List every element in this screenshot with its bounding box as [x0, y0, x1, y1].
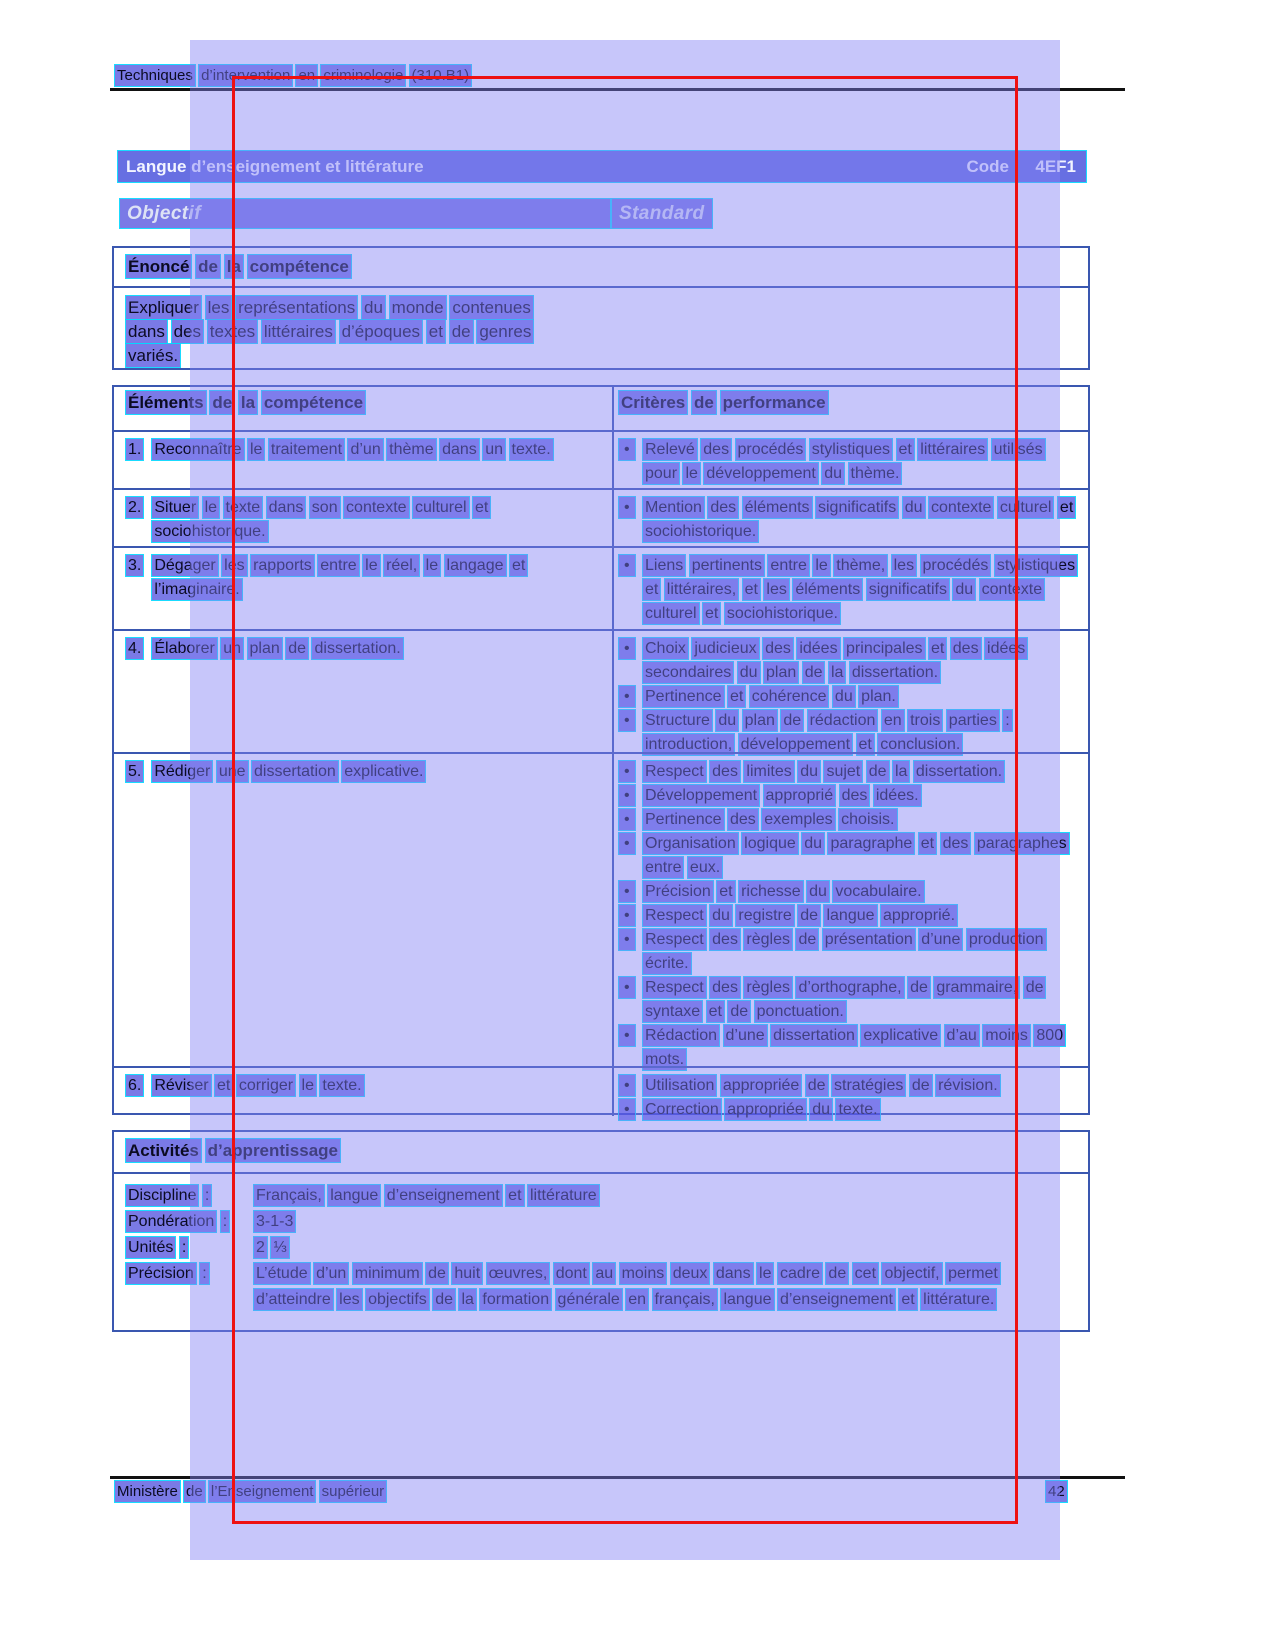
criterion-text: Pertinence des exemples choisis.: [645, 811, 895, 828]
enonce-box: [112, 246, 1090, 370]
element-text: Rédiger une dissertation explicative.: [154, 763, 424, 780]
element-number: 4.: [128, 640, 142, 657]
criterion-text: Utilisation appropriée de stratégies de révision.: [645, 1077, 998, 1094]
code-value: 4EF1: [1035, 156, 1076, 176]
activites-fields: [114, 1174, 1088, 1313]
element-row: [114, 1066, 1088, 1116]
enonce-text: Expliquer les représentations du monde contenues dans des textes littéraires d’époques et de genres variés.: [128, 298, 532, 365]
criterion-text: Pertinence et cohérence du plan.: [645, 688, 896, 705]
field-value: 2 ⅓: [256, 1239, 287, 1256]
bullet-icon: [619, 685, 643, 709]
criterion-text: Organisation logique du paragraphe et des paragraphes entre eux.: [645, 835, 1067, 876]
field-ponderation: [126, 1209, 1088, 1235]
bullet-icon: [619, 976, 643, 1024]
code-label: Code :: [966, 156, 1020, 176]
element-row: [114, 430, 1088, 488]
activites-heading-row: [114, 1132, 1088, 1174]
field-label: Précision :: [128, 1265, 207, 1282]
element-row: [114, 488, 1088, 546]
field-label: Unités :: [128, 1239, 187, 1256]
elements-header: Éléments de la compétence: [128, 393, 364, 412]
bullet-icon: [619, 808, 643, 832]
element-row: [114, 629, 1088, 752]
bullet-icon: [619, 784, 643, 808]
criterion-text: Relevé des procédés stylistiques et littéraires utilisés pour le développement du thème.: [645, 441, 1043, 482]
field-label: Pondération :: [128, 1213, 228, 1230]
bullet-icon: [619, 1098, 643, 1122]
header-rule: [110, 88, 1125, 91]
course-code: [966, 157, 1076, 177]
footer-rule: [110, 1476, 1125, 1479]
activites-heading: Activités d’apprentissage: [128, 1141, 338, 1160]
bullet-icon: [619, 832, 643, 880]
field-value: L’étude d’un minimum de huit œuvres, dont au moins deux dans le cadre de cet objectif, permet d’atteindre les objectifs de la formation générale en français, langue d’enseignement et littérature.: [256, 1265, 998, 1308]
column-heading-objectif: Objectif: [120, 199, 610, 228]
activites-box: [112, 1130, 1090, 1332]
element-text: Reconnaître le traitement d’un thème dans un texte.: [154, 441, 551, 458]
enonce-heading-row: [114, 248, 1088, 288]
criterion-text: Choix judicieux des idées principales et des idées secondaires du plan de la dissertation.: [645, 640, 1026, 681]
bullet-icon: [619, 438, 643, 486]
element-number: 6.: [128, 1077, 142, 1094]
bullet-icon: [619, 880, 643, 904]
element-row: [114, 546, 1088, 629]
criterion-text: Respect des règles d’orthographe, de grammaire, de syntaxe et de ponctuation.: [645, 979, 1044, 1020]
criterion-text: Structure du plan de rédaction en trois parties : introduction, développement et conclusion.: [645, 712, 1010, 753]
criterion-text: Correction appropriée du texte.: [645, 1101, 878, 1118]
field-label: Discipline :: [128, 1187, 210, 1204]
field-unites: [126, 1235, 1088, 1261]
criterion-text: Liens pertinents entre le thème, les procédés stylistiques et littéraires, et les éléments significatifs du contexte culturel et sociohistorique.: [645, 557, 1076, 622]
bullet-icon: [619, 496, 643, 544]
criterion-text: Respect du registre de langue approprié.: [645, 907, 956, 924]
bullet-icon: [619, 760, 643, 784]
field-precision: [126, 1261, 1088, 1313]
element-text: Élaborer un plan de dissertation.: [154, 640, 401, 657]
bullet-icon: [619, 554, 643, 626]
element-text: Situer le texte dans son contexte culturel et sociohistorique.: [154, 499, 489, 540]
course-header-title: Techniques d’intervention en criminologie (310.B1): [117, 67, 470, 84]
element-text: Dégager les rapports entre le réel, le langage et l’imaginaire.: [154, 557, 526, 598]
course-title: Langue d’enseignement et littérature: [126, 156, 424, 176]
bullet-icon: [619, 709, 643, 757]
element-text: Réviser et corriger le texte.: [154, 1077, 362, 1094]
criterion-text: Mention des éléments significatifs du contexte culturel et sociohistorique.: [645, 499, 1074, 540]
footer-page-number: 42: [1048, 1483, 1065, 1500]
bullet-icon: [619, 1024, 643, 1072]
bullet-icon: [619, 1074, 643, 1098]
criterion-text: Précision et richesse du vocabulaire.: [645, 883, 922, 900]
column-heading-standard: Standard: [612, 199, 712, 228]
field-value: Français, langue d’enseignement et littérature: [256, 1187, 597, 1204]
footer-ministry: Ministère de l’Enseignement supérieur: [117, 1483, 385, 1500]
criterion-text: Développement approprié des idées.: [645, 787, 919, 804]
element-row: [114, 752, 1088, 1066]
bullet-icon: [619, 904, 643, 928]
element-number: 2.: [128, 499, 142, 516]
bullet-icon: [619, 637, 643, 685]
element-number: 3.: [128, 557, 142, 574]
enonce-heading: Énoncé de la compétence: [128, 257, 349, 276]
title-bar: [118, 151, 1086, 182]
element-number: 1.: [128, 441, 142, 458]
field-discipline: [126, 1183, 1088, 1209]
criterion-text: Rédaction d’une dissertation explicative d’au moins 800 mots.: [645, 1027, 1064, 1068]
criterion-text: Respect des limites du sujet de la dissertation.: [645, 763, 1003, 780]
bullet-icon: [619, 928, 643, 976]
criteres-header: Critères de performance: [621, 393, 826, 412]
table-header-row: [114, 387, 1088, 430]
element-number: 5.: [128, 763, 142, 780]
criterion-text: Respect des règles de présentation d’une production écrite.: [645, 931, 1044, 972]
competence-table: [112, 385, 1090, 1118]
field-value: 3-1-3: [256, 1213, 294, 1230]
